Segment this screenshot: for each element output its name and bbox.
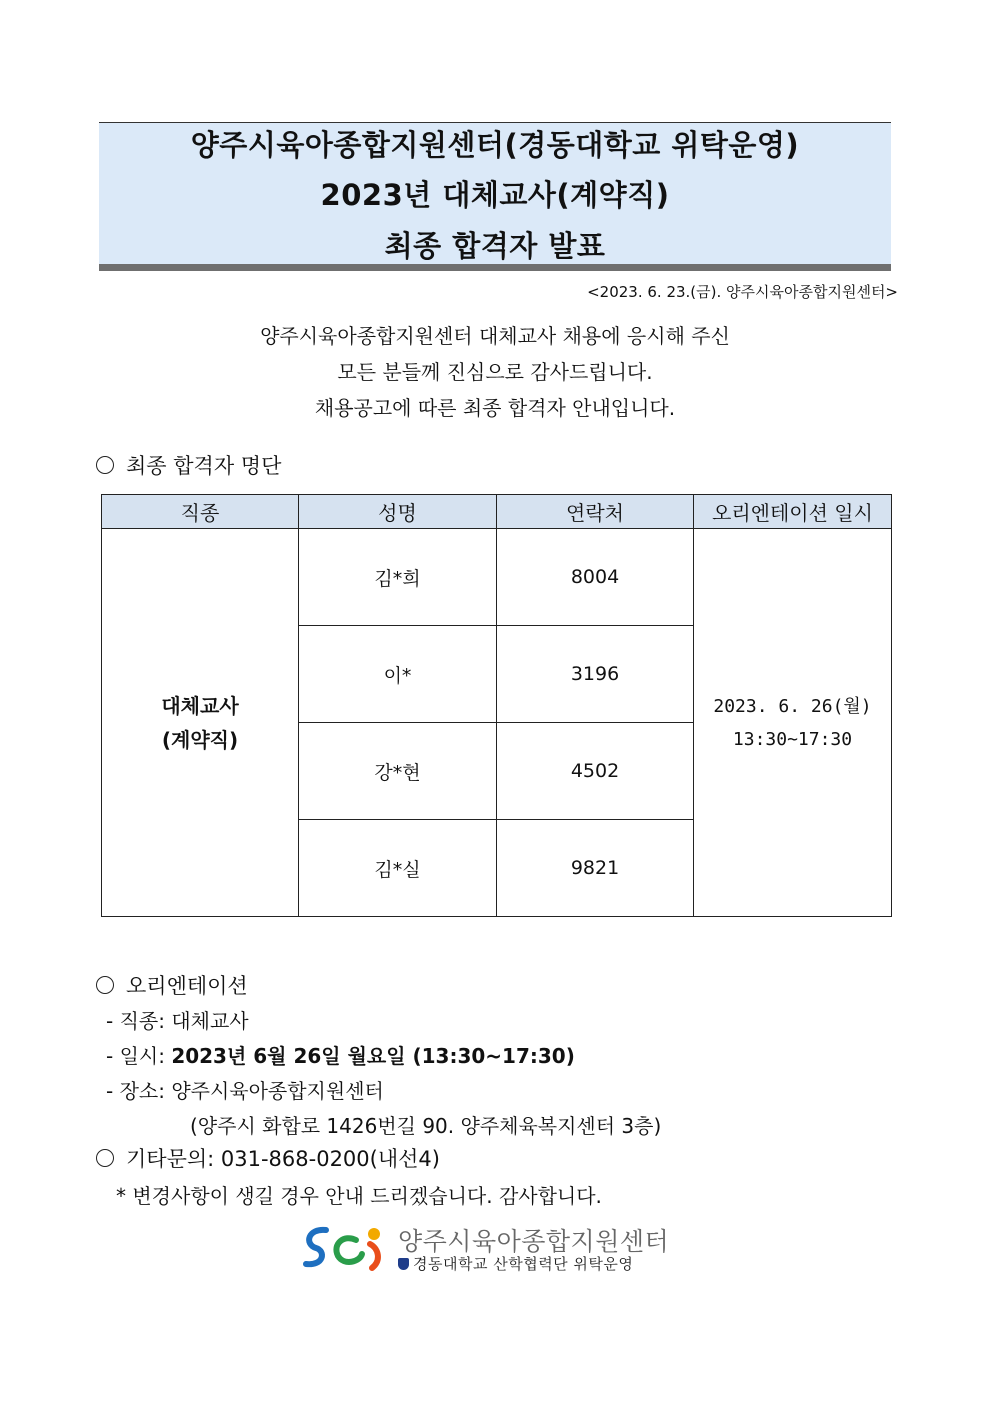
circle-bullet-icon — [96, 1149, 114, 1167]
header-contact: 연락처 — [497, 495, 694, 529]
university-shield-icon — [398, 1258, 409, 1270]
orientation-date: 2023. 6. 26(월) — [713, 695, 872, 717]
title-line-3: 최종 합격자 발표 — [384, 229, 606, 263]
name-cell: 이* — [299, 626, 497, 723]
intro-line-2: 모든 분들께 진심으로 감사드립니다. — [337, 360, 653, 384]
orientation-cell — [694, 529, 892, 917]
name-cell: 김*실 — [299, 820, 497, 917]
orientation-job-value: 대체교사 — [171, 1009, 249, 1033]
orientation-place-line — [106, 1075, 384, 1104]
section-final-list — [96, 450, 281, 480]
contact-cell: 3196 — [497, 626, 694, 723]
inquiry-text: 기타문의: 031-868-0200(내선4) — [126, 1147, 440, 1171]
orientation-job-line — [106, 1005, 249, 1034]
orientation-place-value: 양주시육아종합지원센터 — [171, 1079, 384, 1103]
title-line-1: 양주시육아종합지원센터(경동대학교 위탁운영) — [190, 128, 800, 162]
title-underline-bar — [99, 264, 891, 271]
final-candidates-table — [101, 494, 892, 917]
contact-cell: 9821 — [497, 820, 694, 917]
orientation-date-line — [106, 1040, 575, 1069]
orientation-place-label: - 장소: — [106, 1079, 172, 1103]
section-orientation-title: 오리엔테이션 — [126, 974, 248, 998]
orientation-date-value: 2023년 6월 26일 월요일 (13:30~17:30) — [171, 1044, 575, 1068]
section-inquiry — [96, 1143, 440, 1173]
title-line-2: 2023년 대체교사(계약직) — [320, 178, 670, 212]
job-cell — [102, 529, 299, 917]
table-header-row — [102, 495, 892, 529]
announcement-date: <2023. 6. 23.(금). 양주시육아종합지원센터> — [587, 283, 898, 301]
name-cell: 강*현 — [299, 723, 497, 820]
contact-cell: 4502 — [497, 723, 694, 820]
name-cell: 김*희 — [299, 529, 497, 626]
logo-sub-text: 경동대학교 산학협력단 위탁운영 — [413, 1255, 634, 1273]
contact-cell: 8004 — [497, 529, 694, 626]
orientation-address: (양주시 화합로 1426번길 90. 양주체육복지센터 3층) — [190, 1114, 662, 1138]
orientation-job-label: - 직종: — [106, 1009, 172, 1033]
header-name: 성명 — [299, 495, 497, 529]
logo-sub — [398, 1253, 633, 1274]
section-final-list-title: 최종 합격자 명단 — [126, 454, 282, 478]
intro-line-1: 양주시육아종합지원센터 대체교사 채용에 응시해 주신 — [260, 324, 730, 348]
intro-line-3: 채용공고에 따른 최종 합격자 안내입니다. — [314, 396, 676, 420]
table-row — [102, 529, 892, 626]
circle-bullet-icon — [96, 976, 114, 994]
section-orientation — [96, 970, 248, 1000]
closing-note: * 변경사항이 생길 경우 안내 드리겠습니다. 감사합니다. — [116, 1184, 602, 1208]
job-line-2: (계약직) — [161, 727, 239, 752]
title-box — [99, 122, 891, 267]
orientation-time: 13:30~17:30 — [732, 728, 853, 750]
logo-name: 양주시육아종합지원센터 — [398, 1227, 670, 1256]
center-logo-icon — [300, 1222, 396, 1274]
intro-text — [99, 318, 891, 426]
job-line-1: 대체교사 — [161, 693, 239, 718]
center-logo — [300, 1222, 692, 1274]
orientation-date-label: - 일시: — [106, 1044, 172, 1068]
header-job: 직종 — [102, 495, 299, 529]
header-orientation: 오리엔테이션 일시 — [694, 495, 892, 529]
circle-bullet-icon — [96, 456, 114, 474]
